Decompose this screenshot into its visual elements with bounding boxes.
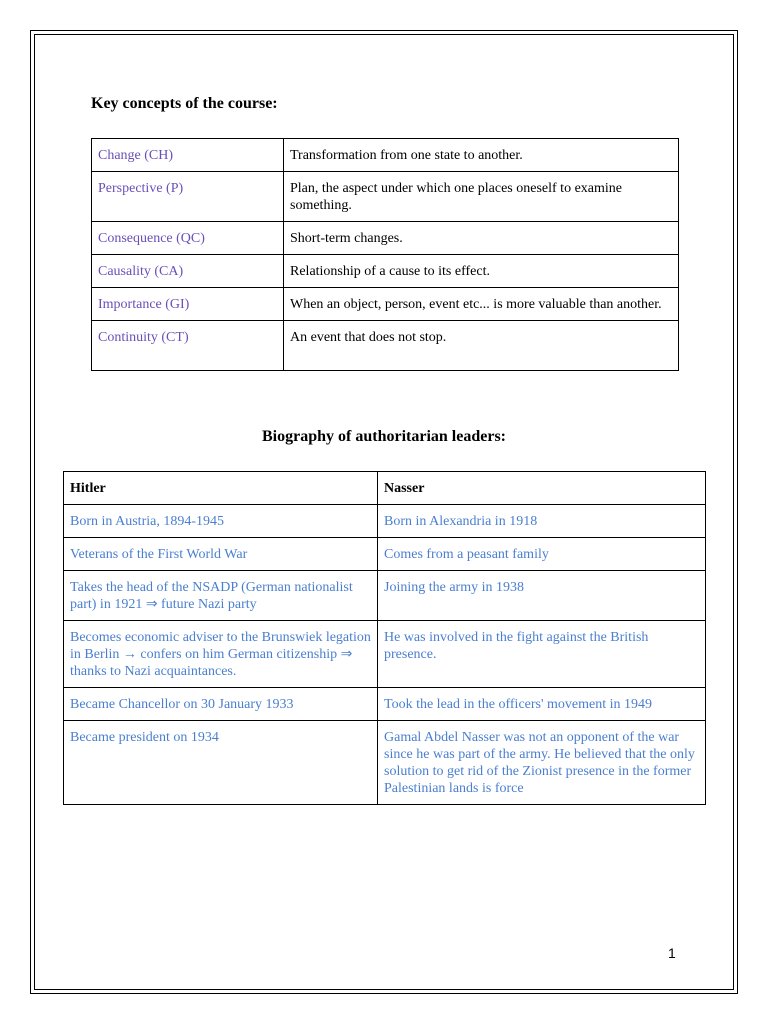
table-header-row [64,472,706,505]
table-row [92,172,679,222]
nasser-cell: Born in Alexandria in 1918 [378,505,706,538]
concept-definition: An event that does not stop. [284,321,679,371]
hitler-cell: Became Chancellor on 30 January 1933 [64,688,378,721]
concept-definition: Plan, the aspect under which one places oneself to examine something. [284,172,679,222]
hitler-cell: Becomes economic adviser to the Brunswiek legation in Berlin → confers on him German citizenship ⇒ thanks to Nazi acquaintances. [64,621,378,688]
key-concepts-table [91,138,679,371]
table-row [92,255,679,288]
nasser-cell: He was involved in the fight against the British presence. [378,621,706,688]
table-row [92,222,679,255]
table-row [92,288,679,321]
table-row [64,621,706,688]
concept-term: Importance (GI) [92,288,284,321]
biography-heading: Biography of authoritarian leaders: [262,428,506,445]
biography-table [63,471,706,805]
concept-term: Perspective (P) [92,172,284,222]
nasser-cell: Took the lead in the officers' movement in 1949 [378,688,706,721]
concept-definition: Short-term changes. [284,222,679,255]
table-row [64,688,706,721]
concept-term: Change (CH) [92,139,284,172]
concept-term: Continuity (CT) [92,321,284,371]
table-row [92,139,679,172]
nasser-cell: Joining the army in 1938 [378,571,706,621]
hitler-cell: Veterans of the First World War [64,538,378,571]
concept-definition: When an object, person, event etc... is more valuable than another. [284,288,679,321]
key-concepts-heading: Key concepts of the course: [91,95,278,112]
hitler-cell: Takes the head of the NSADP (German nationalist part) in 1921 ⇒ future Nazi party [64,571,378,621]
column-header-hitler: Hitler [64,472,378,505]
concept-definition: Relationship of a cause to its effect. [284,255,679,288]
concept-definition: Transformation from one state to another. [284,139,679,172]
table-row [64,505,706,538]
column-header-nasser: Nasser [378,472,706,505]
table-row [64,721,706,805]
nasser-cell: Comes from a peasant family [378,538,706,571]
table-row [64,571,706,621]
concept-term: Causality (CA) [92,255,284,288]
table-row [92,321,679,371]
nasser-cell: Gamal Abdel Nasser was not an opponent of the war since he was part of the army. He believed that the only solution to get rid of the Zionist presence in the former Palestinian lands is force [378,721,706,805]
hitler-cell: Became president on 1934 [64,721,378,805]
table-row [64,538,706,571]
hitler-cell: Born in Austria, 1894-1945 [64,505,378,538]
concept-term: Consequence (QC) [92,222,284,255]
page-number: 1 [668,945,676,961]
